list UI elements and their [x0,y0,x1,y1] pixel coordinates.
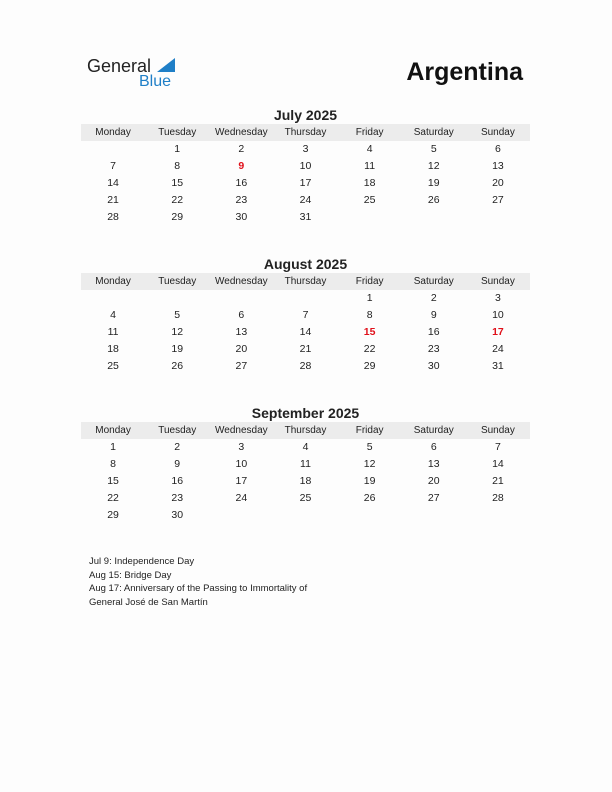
day-cell: 15 [171,177,184,189]
day-cell: 13 [235,326,248,338]
day-cell: 24 [299,194,312,206]
day-cell: 1 [110,441,116,453]
weekday-label: Monday [95,127,131,138]
day-cell: 20 [427,475,440,487]
empty-day-cell [273,507,337,524]
day-cell: 28 [492,492,504,504]
day-cell: 26 [171,360,184,372]
day-cell: 25 [363,194,376,206]
day-cell: 14 [299,326,312,338]
day-cell: 11 [300,458,311,470]
weekday-label: Sunday [480,425,515,436]
day-cell: 23 [235,194,248,206]
weekday-header [81,124,530,141]
month-calendar-july [81,107,530,243]
logo-triangle-icon [157,58,175,72]
day-cell: 28 [299,360,312,372]
day-cell: 4 [110,309,116,321]
day-cell: 13 [492,160,504,172]
day-cell: 24 [492,343,504,355]
day-cell: 8 [366,309,373,321]
weekday-label: Friday [355,425,384,436]
weekday-label: Tuesday [158,127,197,138]
day-cell: 19 [363,475,376,487]
weekday-label: Monday [95,276,131,287]
day-cell: 26 [427,194,440,206]
holiday-day-cell: 9 [238,160,245,172]
weekday-label: Tuesday [158,276,197,287]
day-cell: 29 [107,509,119,521]
day-cell: 20 [235,343,248,355]
day-cell: 5 [430,143,437,155]
weekday-label: Sunday [480,276,515,287]
day-cell: 26 [363,492,376,504]
day-cell: 18 [363,177,376,189]
day-cell: 27 [427,492,440,504]
day-cell: 1 [366,292,373,304]
day-cell: 18 [107,343,119,355]
weekday-label: Monday [95,425,131,436]
day-cell: 18 [299,475,312,487]
day-cell: 3 [302,143,309,155]
day-cell: 19 [427,177,440,189]
day-cell: 29 [171,211,184,223]
weekday-label: Friday [355,276,384,287]
day-cell: 30 [235,211,248,223]
day-cell: 25 [299,492,312,504]
day-cell: 3 [495,292,501,304]
empty-day-cell [466,507,530,524]
day-cell: 6 [495,143,501,155]
day-cell: 23 [171,492,184,504]
day-cell: 14 [492,458,504,470]
weekday-label: Wednesday [215,276,268,287]
day-cell: 12 [171,326,184,338]
day-cell: 30 [427,360,440,372]
day-cell: 27 [235,360,248,372]
day-cell: 30 [171,509,184,521]
holiday-day-cell: 15 [363,326,376,338]
weekday-label: Wednesday [215,127,268,138]
weekday-label: Thursday [284,276,327,287]
holiday-notes [89,555,307,609]
month-title: July 2025 [273,107,338,123]
day-cell: 12 [363,458,376,470]
day-grid [81,141,530,243]
holiday-note: Aug 17: Anniversary of the Passing to Immortality of [89,583,308,594]
day-cell: 17 [235,475,248,487]
day-cell: 20 [492,177,504,189]
holiday-note: Jul 9: Independence Day [89,556,195,567]
day-cell: 21 [492,475,504,487]
empty-day-cell [81,290,145,307]
day-cell: 2 [174,441,181,453]
day-cell: 11 [364,160,376,172]
holiday-note: Aug 15: Bridge Day [89,569,172,581]
day-cell: 21 [299,343,312,355]
empty-day-cell [402,209,466,226]
day-cell: 22 [107,492,119,504]
day-grid [81,439,530,524]
day-cell: 27 [492,194,504,206]
weekday-label: Thursday [284,425,327,436]
month-title: August 2025 [263,256,348,272]
day-cell: 12 [427,160,440,172]
empty-day-cell [145,290,209,307]
day-cell: 22 [171,194,184,206]
day-cell: 22 [363,343,376,355]
day-cell: 4 [302,441,309,453]
weekday-label: Sunday [480,127,515,138]
day-cell: 16 [171,475,184,487]
weekday-label: Saturday [413,276,454,287]
day-cell: 9 [430,309,437,321]
day-cell: 7 [495,441,501,453]
day-cell: 16 [427,326,440,338]
day-grid [81,290,530,375]
weekday-label: Tuesday [158,425,197,436]
country-title: Argentina [406,58,523,86]
day-cell: 1 [174,143,181,155]
weekday-label: Saturday [413,127,454,138]
day-cell: 15 [107,475,119,487]
month-calendar-september [81,405,530,524]
day-cell: 10 [492,309,504,321]
empty-day-cell [209,290,273,307]
empty-day-cell [81,226,145,243]
empty-day-cell [402,507,466,524]
day-cell: 7 [110,160,116,172]
day-cell: 8 [110,458,116,470]
day-cell: 7 [302,309,309,321]
logo-blue-text: Blue [139,73,172,90]
holiday-note: General José de San Martín [89,596,208,608]
day-cell: 17 [299,177,312,189]
day-cell: 3 [238,441,245,453]
weekday-label: Thursday [284,127,327,138]
day-cell: 11 [107,326,119,338]
empty-day-cell [338,209,402,226]
day-cell: 8 [174,160,181,172]
day-cell: 5 [174,309,181,321]
day-cell: 24 [235,492,248,504]
day-cell: 23 [427,343,440,355]
day-cell: 5 [366,441,373,453]
empty-day-cell [273,290,337,307]
day-cell: 21 [107,194,119,206]
day-cell: 6 [430,441,437,453]
day-cell: 6 [238,309,245,321]
day-cell: 31 [299,211,312,223]
day-cell: 13 [427,458,440,470]
day-cell: 2 [430,292,437,304]
empty-day-cell [81,141,145,158]
holiday-day-cell: 17 [492,326,504,338]
empty-day-cell [338,507,402,524]
day-cell: 31 [492,360,504,372]
weekday-header [81,273,530,290]
weekday-label: Saturday [413,425,454,436]
day-cell: 4 [366,143,373,155]
generalblue-logo [87,56,187,92]
weekday-label: Friday [355,127,384,138]
day-cell: 28 [107,211,119,223]
month-title: September 2025 [251,405,360,421]
day-cell: 10 [299,160,312,172]
day-cell: 9 [174,458,181,470]
month-calendar-august [81,256,530,375]
logo-general-text: General [87,56,152,76]
day-cell: 29 [363,360,376,372]
day-cell: 25 [107,360,119,372]
day-cell: 19 [171,343,184,355]
empty-day-cell [209,507,273,524]
day-cell: 2 [238,143,245,155]
weekday-label: Wednesday [215,425,268,436]
day-cell: 16 [235,177,248,189]
weekday-header [81,422,530,439]
day-cell: 14 [107,177,119,189]
day-cell: 10 [235,458,248,470]
empty-day-cell [466,209,530,226]
